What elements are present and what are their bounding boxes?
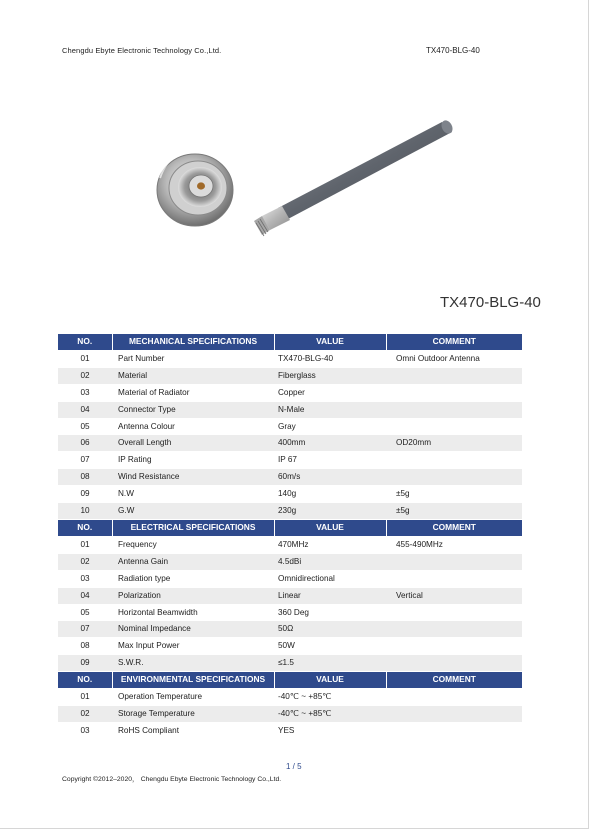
cell-comment — [386, 469, 522, 486]
cell-value: 140g — [274, 486, 386, 503]
cell-value: 400mm — [274, 435, 386, 452]
table-row — [58, 570, 522, 587]
cell-value: 360 Deg — [274, 604, 386, 621]
cell-value: Linear — [274, 587, 386, 604]
table-row — [58, 503, 522, 520]
cell-no: 06 — [58, 435, 112, 452]
cell-no: 03 — [58, 384, 112, 401]
cell-item: Wind Resistance — [112, 469, 274, 486]
table-row — [58, 655, 522, 672]
cell-item: Overall Length — [112, 435, 274, 452]
cell-comment — [386, 604, 522, 621]
section-header-row — [58, 334, 522, 350]
cell-item: N.W — [112, 486, 274, 503]
table-row — [58, 705, 522, 722]
cell-comment — [386, 722, 522, 739]
table-row — [58, 435, 522, 452]
column-header: VALUE — [274, 519, 386, 536]
antenna-image — [254, 118, 455, 236]
cell-comment — [386, 638, 522, 655]
cell-value: 230g — [274, 503, 386, 520]
cell-value: Fiberglass — [274, 367, 386, 384]
section-header-row — [58, 672, 522, 689]
cell-item: Storage Temperature — [112, 705, 274, 722]
cell-comment: OD20mm — [386, 435, 522, 452]
product-title: TX470-BLG-40 — [440, 294, 541, 311]
cell-no: 01 — [58, 689, 112, 706]
cell-comment: Omni Outdoor Antenna — [386, 350, 522, 367]
cell-no: 03 — [58, 722, 112, 739]
cell-item: G.W — [112, 503, 274, 520]
table-row — [58, 350, 522, 367]
table-row — [58, 604, 522, 621]
column-header: ELECTRICAL SPECIFICATIONS — [112, 519, 274, 536]
column-header: MECHANICAL SPECIFICATIONS — [112, 334, 274, 350]
table-row — [58, 587, 522, 604]
cell-item: Radiation type — [112, 570, 274, 587]
cell-comment — [386, 553, 522, 570]
table-row — [58, 384, 522, 401]
cell-value: -40℃ ~ +85℃ — [274, 705, 386, 722]
cell-comment — [386, 621, 522, 638]
copyright: Copyright ©2012–2020， Chengdu Ebyte Electronic Technology Co.,Ltd. — [62, 776, 282, 783]
product-photo — [150, 108, 480, 248]
cell-value: 60m/s — [274, 469, 386, 486]
cell-item: Horizontal Beamwidth — [112, 604, 274, 621]
cell-value: ≤1.5 — [274, 655, 386, 672]
cell-no: 07 — [58, 452, 112, 469]
column-header: NO. — [58, 519, 112, 536]
cell-comment — [386, 452, 522, 469]
table-row — [58, 621, 522, 638]
cell-item: RoHS Compliant — [112, 722, 274, 739]
cell-no: 02 — [58, 553, 112, 570]
cell-item: Max Input Power — [112, 638, 274, 655]
cell-item: Operation Temperature — [112, 689, 274, 706]
cell-value: Gray — [274, 418, 386, 435]
header-company: Chengdu Ebyte Electronic Technology Co.,Ltd. — [62, 46, 222, 55]
cell-comment — [386, 384, 522, 401]
table-row — [58, 689, 522, 706]
cell-no: 02 — [58, 705, 112, 722]
cell-comment: ±5g — [386, 503, 522, 520]
table-row — [58, 367, 522, 384]
cell-comment — [386, 418, 522, 435]
cell-no: 05 — [58, 418, 112, 435]
table-row — [58, 452, 522, 469]
cell-comment — [386, 705, 522, 722]
cell-comment — [386, 655, 522, 672]
cell-comment: Vertical — [386, 587, 522, 604]
cell-comment — [386, 367, 522, 384]
cell-item: Polarization — [112, 587, 274, 604]
table-row — [58, 638, 522, 655]
cell-no: 04 — [58, 587, 112, 604]
cell-comment: ±5g — [386, 486, 522, 503]
table-row — [58, 722, 522, 739]
table-row — [58, 553, 522, 570]
cell-comment: 455-490MHz — [386, 536, 522, 553]
cell-value: YES — [274, 722, 386, 739]
cell-no: 08 — [58, 469, 112, 486]
column-header: VALUE — [274, 334, 386, 350]
cell-comment — [386, 401, 522, 418]
column-header: COMMENT — [386, 519, 522, 536]
column-header: NO. — [58, 672, 112, 689]
section-header-row — [58, 519, 522, 536]
cell-no: 07 — [58, 621, 112, 638]
spec-table — [58, 334, 522, 740]
header-model: TX470-BLG-40 — [426, 46, 480, 55]
cell-value: IP 67 — [274, 452, 386, 469]
table-row — [58, 469, 522, 486]
cell-no: 02 — [58, 367, 112, 384]
cell-no: 03 — [58, 570, 112, 587]
cell-item: Material — [112, 367, 274, 384]
cell-item: Material of Radiator — [112, 384, 274, 401]
column-header: ENVIRONMENTAL SPECIFICATIONS — [112, 672, 274, 689]
cell-no: 05 — [58, 604, 112, 621]
cell-no: 01 — [58, 350, 112, 367]
cell-no: 09 — [58, 486, 112, 503]
table-row — [58, 486, 522, 503]
table-row — [58, 418, 522, 435]
cell-no: 10 — [58, 503, 112, 520]
cell-item: Antenna Colour — [112, 418, 274, 435]
cell-no: 01 — [58, 536, 112, 553]
cell-value: 50W — [274, 638, 386, 655]
column-header: COMMENT — [386, 334, 522, 350]
cell-value: 4.5dBi — [274, 553, 386, 570]
column-header: NO. — [58, 334, 112, 350]
cell-item: Nominal Impedance — [112, 621, 274, 638]
cell-value: Omnidirectional — [274, 570, 386, 587]
cell-no: 04 — [58, 401, 112, 418]
cell-value: -40℃ ~ +85℃ — [274, 689, 386, 706]
cell-comment — [386, 689, 522, 706]
page-number: 1 / 5 — [286, 762, 302, 771]
cell-item: Connector Type — [112, 401, 274, 418]
cell-value: TX470-BLG-40 — [274, 350, 386, 367]
cell-comment — [386, 570, 522, 587]
cell-value: Copper — [274, 384, 386, 401]
table-row — [58, 536, 522, 553]
column-header: VALUE — [274, 672, 386, 689]
cell-no: 08 — [58, 638, 112, 655]
cell-item: Part Number — [112, 350, 274, 367]
cell-item: IP Rating — [112, 452, 274, 469]
cell-item: S.W.R. — [112, 655, 274, 672]
table-row — [58, 401, 522, 418]
cell-value: N-Male — [274, 401, 386, 418]
column-header: COMMENT — [386, 672, 522, 689]
cell-value: 50Ω — [274, 621, 386, 638]
cell-no: 09 — [58, 655, 112, 672]
cell-value: 470MHz — [274, 536, 386, 553]
connector-image — [157, 152, 233, 226]
cell-item: Frequency — [112, 536, 274, 553]
cell-item: Antenna Gain — [112, 553, 274, 570]
